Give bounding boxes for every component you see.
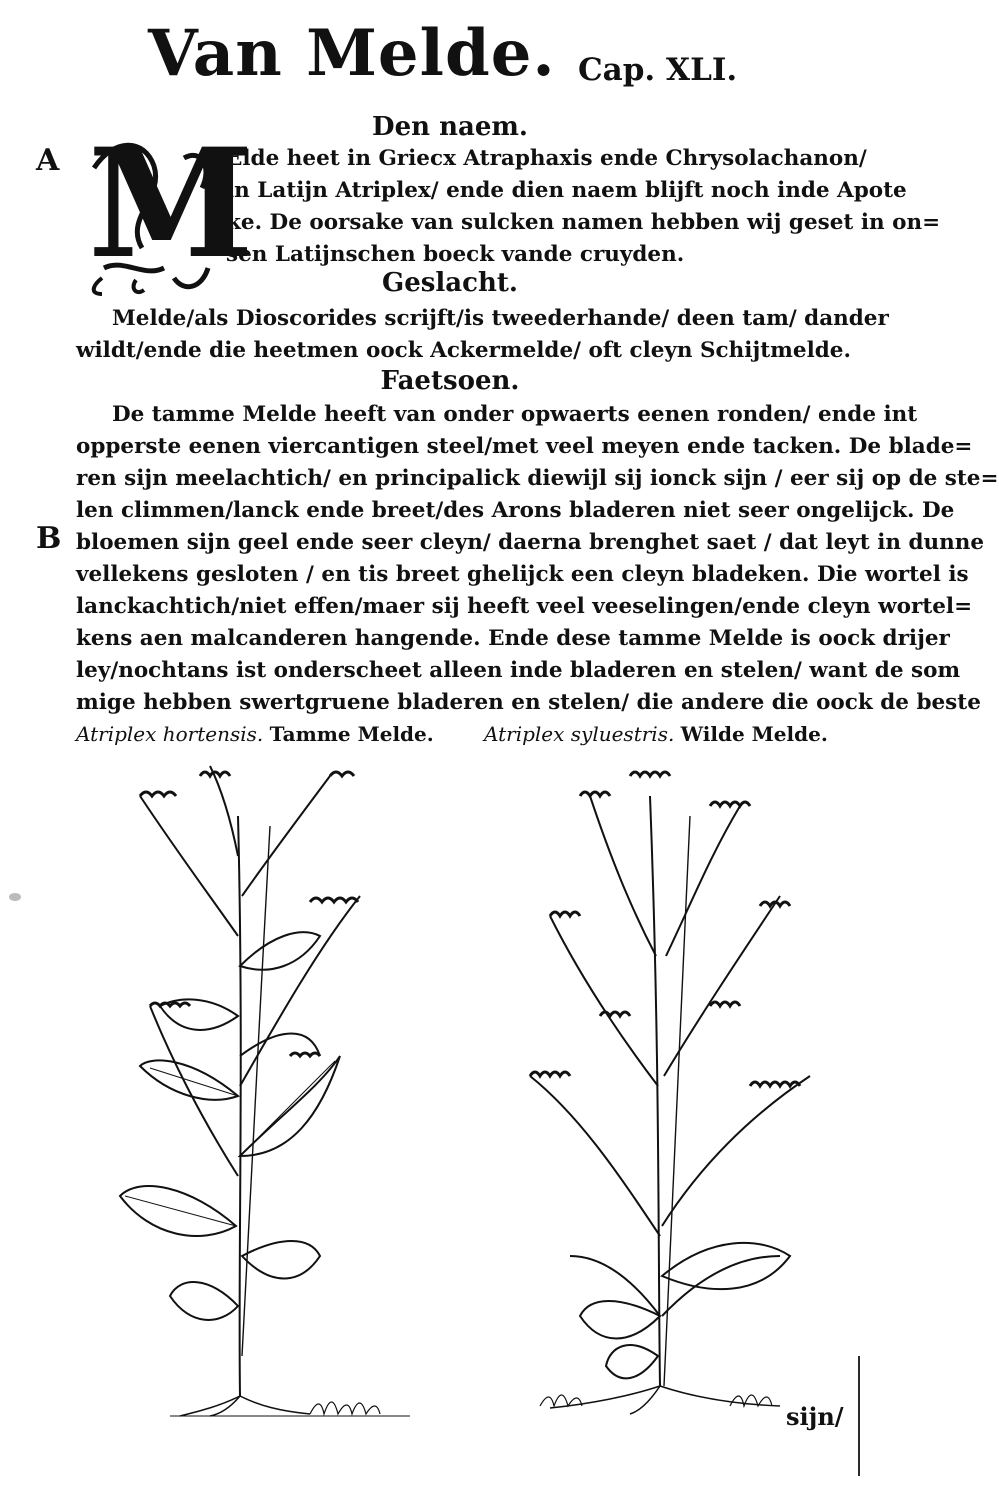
catchword: sijn/ xyxy=(786,1402,844,1431)
chapter-number: Cap. XLI. xyxy=(578,52,738,88)
text-line: Elde heet in Griecx Atraphaxis ende Chrysolachanon/ xyxy=(226,146,867,171)
wild-orache-woodcut-icon xyxy=(510,756,830,1416)
garden-orache-woodcut-icon xyxy=(110,756,440,1416)
text-line: vellekens gesloten / en tis breet ghelijck een cleyn bladeken. Die wortel is xyxy=(76,562,969,587)
text-line: kens aen malcanderen hangende. Ende dese tamme Melde is oock drijer xyxy=(76,626,950,651)
text-line: lanckachtich/niet effen/maer sij heeft veel veeselingen/ende cleyn wortel= xyxy=(76,594,973,619)
caption-dutch: Tamme Melde. xyxy=(269,722,434,746)
text-line: opperste eenen viercantigen steel/met veel meyen ende tacken. De blade= xyxy=(76,434,973,459)
section-heading-form: Faetsoen. xyxy=(380,366,520,396)
text-line: len climmen/lanck ende breet/des Arons bladeren niet seer ongelijck. De xyxy=(76,498,955,523)
caption-latin: Atriplex syluestris. xyxy=(484,722,675,746)
margin-letter-a: A xyxy=(36,143,60,178)
figure-caption-right xyxy=(484,722,828,746)
text-line: ke. De oorsake van sulcken namen hebben wij geset in on= xyxy=(226,210,941,235)
section-heading-kind: Geslacht. xyxy=(382,268,518,298)
text-line: Melde/als Dioscorides scrijft/is tweederhande/ deen tam/ dander xyxy=(112,306,889,331)
margin-letter-b: B xyxy=(36,521,62,556)
text-line: bloemen sijn geel ende seer cleyn/ daerna brenghet saet / dat leyt in dunne xyxy=(76,530,985,555)
drop-cap-letter: M xyxy=(88,116,255,292)
text-line: sen Latijnschen boeck vande cruyden. xyxy=(226,242,685,267)
text-line: in Latijn Atriplex/ ende dien naem blijft noch inde Apote xyxy=(226,178,907,203)
text-line: ren sijn meelachtich/ en principalick diewijl sij ionck sijn / eer sij op de ste= xyxy=(76,466,999,491)
text-line: mige hebben swertgruene bladeren en stelen/ die andere die oock de beste xyxy=(76,690,981,715)
text-line: De tamme Melde heeft van onder opwaerts eenen ronden/ ende int xyxy=(112,402,918,427)
caption-dutch: Wilde Melde. xyxy=(680,722,828,746)
page-title: Van Melde. xyxy=(148,16,556,91)
text-line: ley/nochtans ist onderscheet alleen inde bladeren en stelen/ want de som xyxy=(76,658,961,683)
caption-latin: Atriplex hortensis. xyxy=(76,722,264,746)
text-line: wildt/ende die heetmen oock Ackermelde/ oft cleyn Schijtmelde. xyxy=(76,338,851,363)
page-edge-line xyxy=(858,1356,860,1476)
figure-caption-left xyxy=(76,722,434,746)
paper-speck-icon xyxy=(8,892,22,902)
section-heading-name: Den naem. xyxy=(372,112,528,142)
